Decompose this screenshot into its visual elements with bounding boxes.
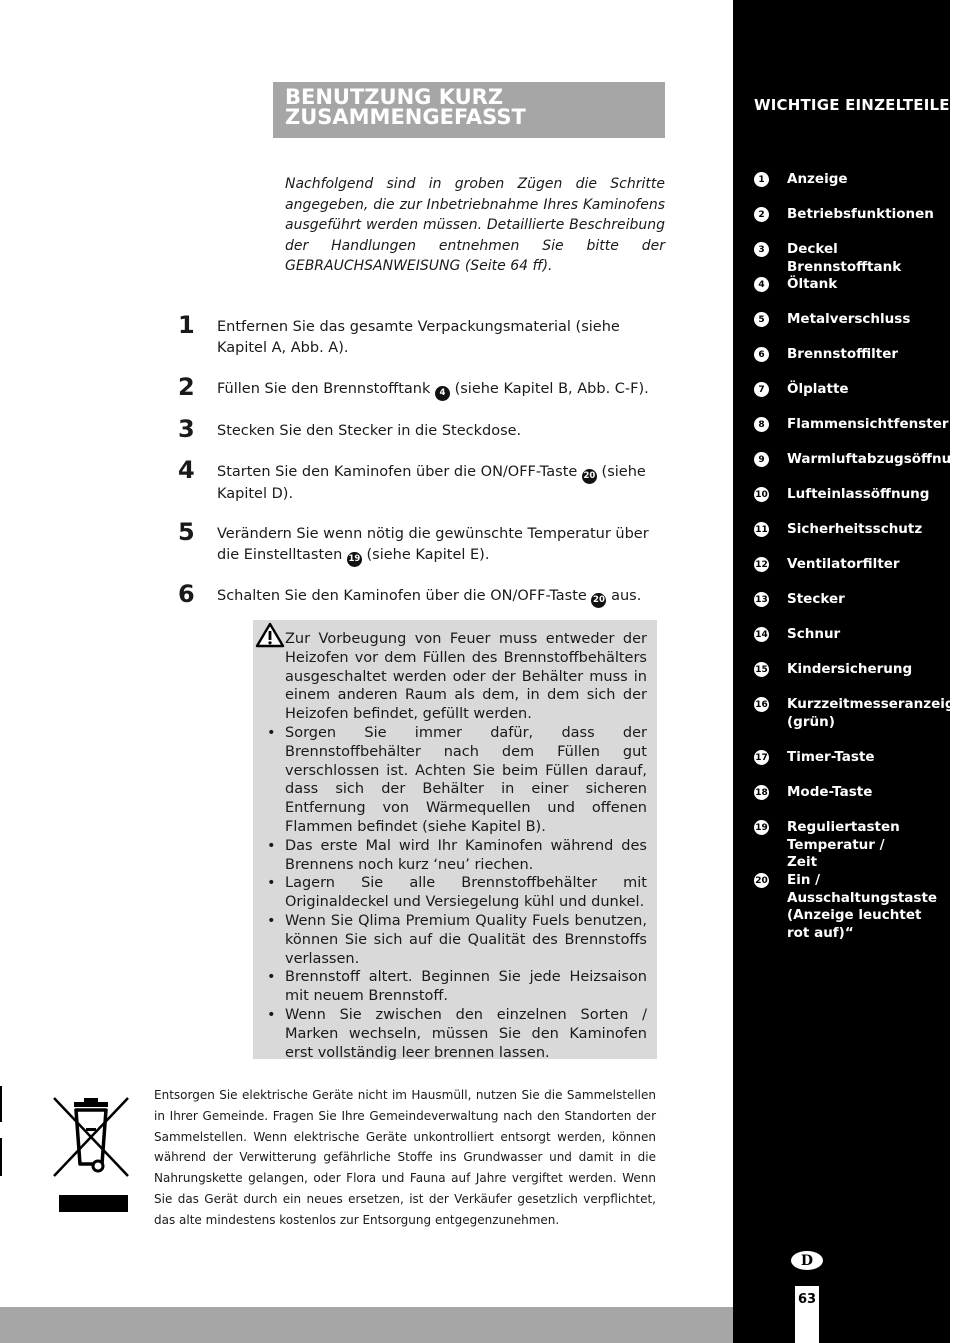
part-number-badge: 16 [754,697,769,712]
step-text-after: (siehe Kapitel D). [217,464,646,502]
part-number-badge: 6 [754,347,769,362]
step-number: 6 [178,580,195,608]
part-reference-badge: 20 [582,469,597,484]
parts-sidebar [733,0,970,1343]
part-number-badge: 19 [754,820,769,835]
weee-crossed-bin-icon [52,1094,132,1214]
part-number-badge: 20 [754,873,769,888]
disposal-notice: Entsorgen Sie elektrische Geräte nicht im Hausmüll, nutzen Sie die Sammelstellen in Ihrer Gemeinde. Fragen Sie Ihre Gemeindeverwaltung nach den Standorten der Sammelstellen. Wenn elektrische Geräte unkontrolliert entsorgt werden, können während der Verwitterung gefährliche Stoffe ins Grundwasser und damit in die Nahrungskette gelangen, oder Flora und Fauna auf Jahre vergiftet werden. Wenn Sie das Gerät durch ein neues ersetzen, ist der Verkäufer gesetzlich verpflichtet, das alte mindestens kostenlos zur Entsorgung entgegenzunehmen. [154,1088,656,1227]
section-heading [273,82,665,138]
page-number-tab [795,1286,819,1343]
part-number-badge: 15 [754,662,769,677]
part-label: Flammensichtfenster [787,416,949,432]
warning-bullet: • Das erste Mal wird Ihr Kaminofen während des Brennens noch kurz ‘neu’ riechen. [285,837,647,875]
part-number-badge: 2 [754,207,769,222]
sidebar-title: WICHTIGE EINZELTEILE [754,96,950,114]
warning-content [285,630,647,1062]
part-number-badge: 3 [754,242,769,257]
part-number-badge: 7 [754,382,769,397]
part-label: Reguliertasten Temperatur / Zeit [787,819,900,870]
part-number-badge: 18 [754,785,769,800]
step-text-content: Entfernen Sie das gesamte Verpackungsmaterial (siehe Kapitel A, Abb. A). [217,319,620,356]
part-label: Kindersicherung [787,661,913,677]
step-text-content: Stecken Sie den Stecker in die Steckdose. [217,423,522,439]
part-number-badge: 4 [754,277,769,292]
part-label: Metalverschluss [787,311,911,327]
warning-bullet: • Wenn Sie zwischen den einzelnen Sorten / Marken wechseln, müssen Sie den Kaminofen erst vollständig leer brennen lassen. [285,1006,647,1062]
intro-paragraph: Nachfolgend sind in groben Zügen die Schritte angegeben, die zur Inbetriebnahme Ihres Kaminofens ausgeführt werden müssen. Detaillierte Beschreibung der Handlungen entnehmen Sie bitte der GEBRAUCHSANWEISUNG (Seite 64 ff). [285,176,665,274]
part-number-badge: 17 [754,750,769,765]
part-number-badge: 5 [754,312,769,327]
part-label: Timer-Taste [787,749,875,765]
step-number: 5 [178,518,195,546]
page-number: 63 [797,1292,817,1307]
part-reference-badge: 19 [347,552,362,567]
part-label: Ventilatorfilter [787,556,900,572]
step-number: 4 [178,456,195,484]
part-label: Ölplatte [787,381,849,397]
part-label: Kurzzeitmesseranzeige (grün) [787,696,964,730]
step-number: 1 [178,311,195,339]
part-label: Brennstoffilter [787,346,899,362]
step-text-before: Verändern Sie wenn nötig die gewünschte Temperatur über die Einstelltasten [217,526,649,563]
warning-bullet: • Lagern Sie alle Brennstoffbehälter mit Originaldeckel und Versiegelung kühl und dunkel. [285,874,647,912]
step-text [217,317,667,359]
heading-line-2: ZUSAMMENGEFASST [285,105,526,129]
warning-intro: Zur Vorbeugung von Feuer muss entweder der Heizofen vor dem Füllen des Brennstoffbehälters ausgeschaltet werden oder der Behälter muss in einem anderen Raum als dem, in dem sich der Heizofen befindet, gefüllt werden. [285,631,647,723]
footer-band [0,1307,733,1343]
language-badge: D [791,1251,823,1270]
warning-triangle-icon [255,622,285,648]
part-number-badge: 11 [754,522,769,537]
part-label: Ein / Ausschaltungstaste (Anzeige leuchtet rot auf)“ [787,872,938,941]
part-number-badge: 12 [754,557,769,572]
warning-bullet: • Brennstoff altert. Beginnen Sie jede Heizsaison mit neuem Brennstoff. [285,968,647,1006]
part-label: Anzeige [787,171,848,187]
step-number: 2 [178,373,195,401]
part-label: Warmluftabzugsöffnung [787,451,970,467]
step-text [217,379,667,401]
step-text-after: (siehe Kapitel E). [366,547,490,563]
step-text-after: (siehe Kapitel B, Abb. C-F). [454,381,649,397]
part-number-badge: 14 [754,627,769,642]
warning-bullet: • Wenn Sie Qlima Premium Quality Fuels benutzen, können Sie sich auf die Qualität des Brennstoffs verlassen. [285,912,647,968]
part-label: Deckel Brennstofftank [787,241,902,275]
margin-mark [0,1086,2,1122]
heading-line-1: BENUTZUNG KURZ [285,85,504,109]
part-label: Schnur [787,626,841,642]
step-text-before: Starten Sie den Kaminofen über die ON/OFF-Taste [217,464,578,480]
step-text-after: aus. [611,588,642,604]
step-text-before: Schalten Sie den Kaminofen über die ON/OFF-Taste [217,588,587,604]
step-number: 3 [178,415,195,443]
part-label: Stecker [787,591,845,607]
part-number-badge: 13 [754,592,769,607]
part-number-badge: 8 [754,417,769,432]
part-number-badge: 10 [754,487,769,502]
part-reference-badge: 20 [591,593,606,608]
step-text-before: Füllen Sie den Brennstofftank [217,381,431,397]
part-label: Mode-Taste [787,784,873,800]
step-text [217,524,667,567]
part-label: Betriebsfunktionen [787,206,934,222]
step-text [217,586,667,608]
part-label: Öltank [787,276,838,292]
margin-mark [0,1138,2,1176]
step-text [217,421,667,442]
step-text [217,462,667,505]
part-number-badge: 9 [754,452,769,467]
warning-bullet: • Sorgen Sie immer dafür, dass der Brennstoffbehälter nach dem Füllen gut verschlossen ist. Achten Sie beim Füllen darauf, dass sich der Behälter in einer sicheren Entfernung von Wärmequellen und offenen Flammen befindet (siehe Kapitel B). [285,724,647,837]
part-number-badge: 1 [754,172,769,187]
warning-list [285,724,647,1062]
part-label: Lufteinlassöffnung [787,486,930,502]
part-reference-badge: 4 [435,386,450,401]
part-label: Sicherheitsschutz [787,521,923,537]
